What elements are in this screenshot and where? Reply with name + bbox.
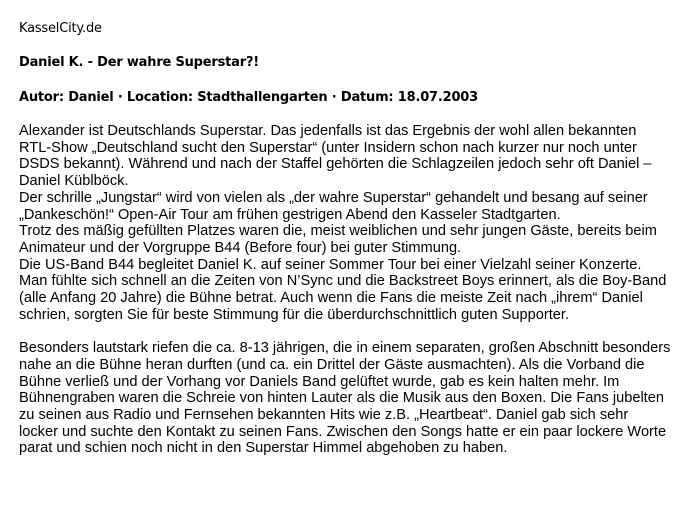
article-body (19, 123, 671, 457)
article-paragraph: Alexander ist Deutschlands Superstar. Das jedenfalls ist das Ergebnis der wohl allen bekannten RTL-Show „Deutschland sucht den Superstar“ (unter Insidern schon nach kurzer nur noch unter DSDS bekannt). Während und nach der Staffel gehörten die Schlagzeilen jedoch sehr oft Daniel – Daniel Küblböck. (19, 123, 652, 190)
article-paragraph: Trotz des mäßig gefüllten Platzes waren die, meist weiblichen und sehr jungen Gäste, bereits beim Animateur und der Vorgruppe B44 (Before four) bei guter Stimmung. (19, 223, 657, 256)
article-meta: Autor: Daniel · Location: Stadthallengarten · Datum: 18.07.2003 (19, 90, 478, 105)
article-paragraph: Die US-Band B44 begleitet Daniel K. auf seiner Sommer Tour bei einer Vielzahl seiner Konzerte. Man fühlte sich schnell an die Zeiten von N’Sync und die Backstreet Boys erinnert, als die Boy-Band (alle Anfang 20 Jahre) die Bühne betrat. Auch wenn die Fans die meiste Zeit nach „ihrem“ Daniel schrien, sorgten Sie für beste Stimmung für die überdurchschnittlich guten Supporter. (19, 256, 667, 323)
article-paragraph: Besonders lautstark riefen die ca. 8-13 jährigen, die in einem separaten, großen Abschnitt besonders nahe an die Bühne heran durften (und ca. ein Drittel der Gäste ausmachten). Als die Vorband die Bühne verließ und der Vorhang vor Daniels Band gelüftet wurde, gab es kein halten mehr. Im Bühnengraben waren die Schreie von hinten Lauter als die Musik aus den Boxen. Die Fans jubelten zu seinen aus Radio und Fernsehen bekannten Hits wie z.B. „Heartbeat“. Daniel gab sich sehr locker und suchte den Kontakt zu seinen Fans. Zwischen den Songs hatte er ein paar lockere Worte parat und schien noch nicht in den Superstar Himmel abgehoben zu haben. (19, 340, 671, 457)
site-name: KasselCity.de (19, 21, 102, 36)
article-paragraph: Der schrille „Jungstar“ wird von vielen als „der wahre Superstar“ gehandelt und besang auf seiner „Dankeschön!“ Open-Air Tour am frühen gestrigen Abend den Kasseler Stadtgarten. (19, 189, 648, 223)
article-title: Daniel K. - Der wahre Superstar?! (19, 55, 260, 70)
